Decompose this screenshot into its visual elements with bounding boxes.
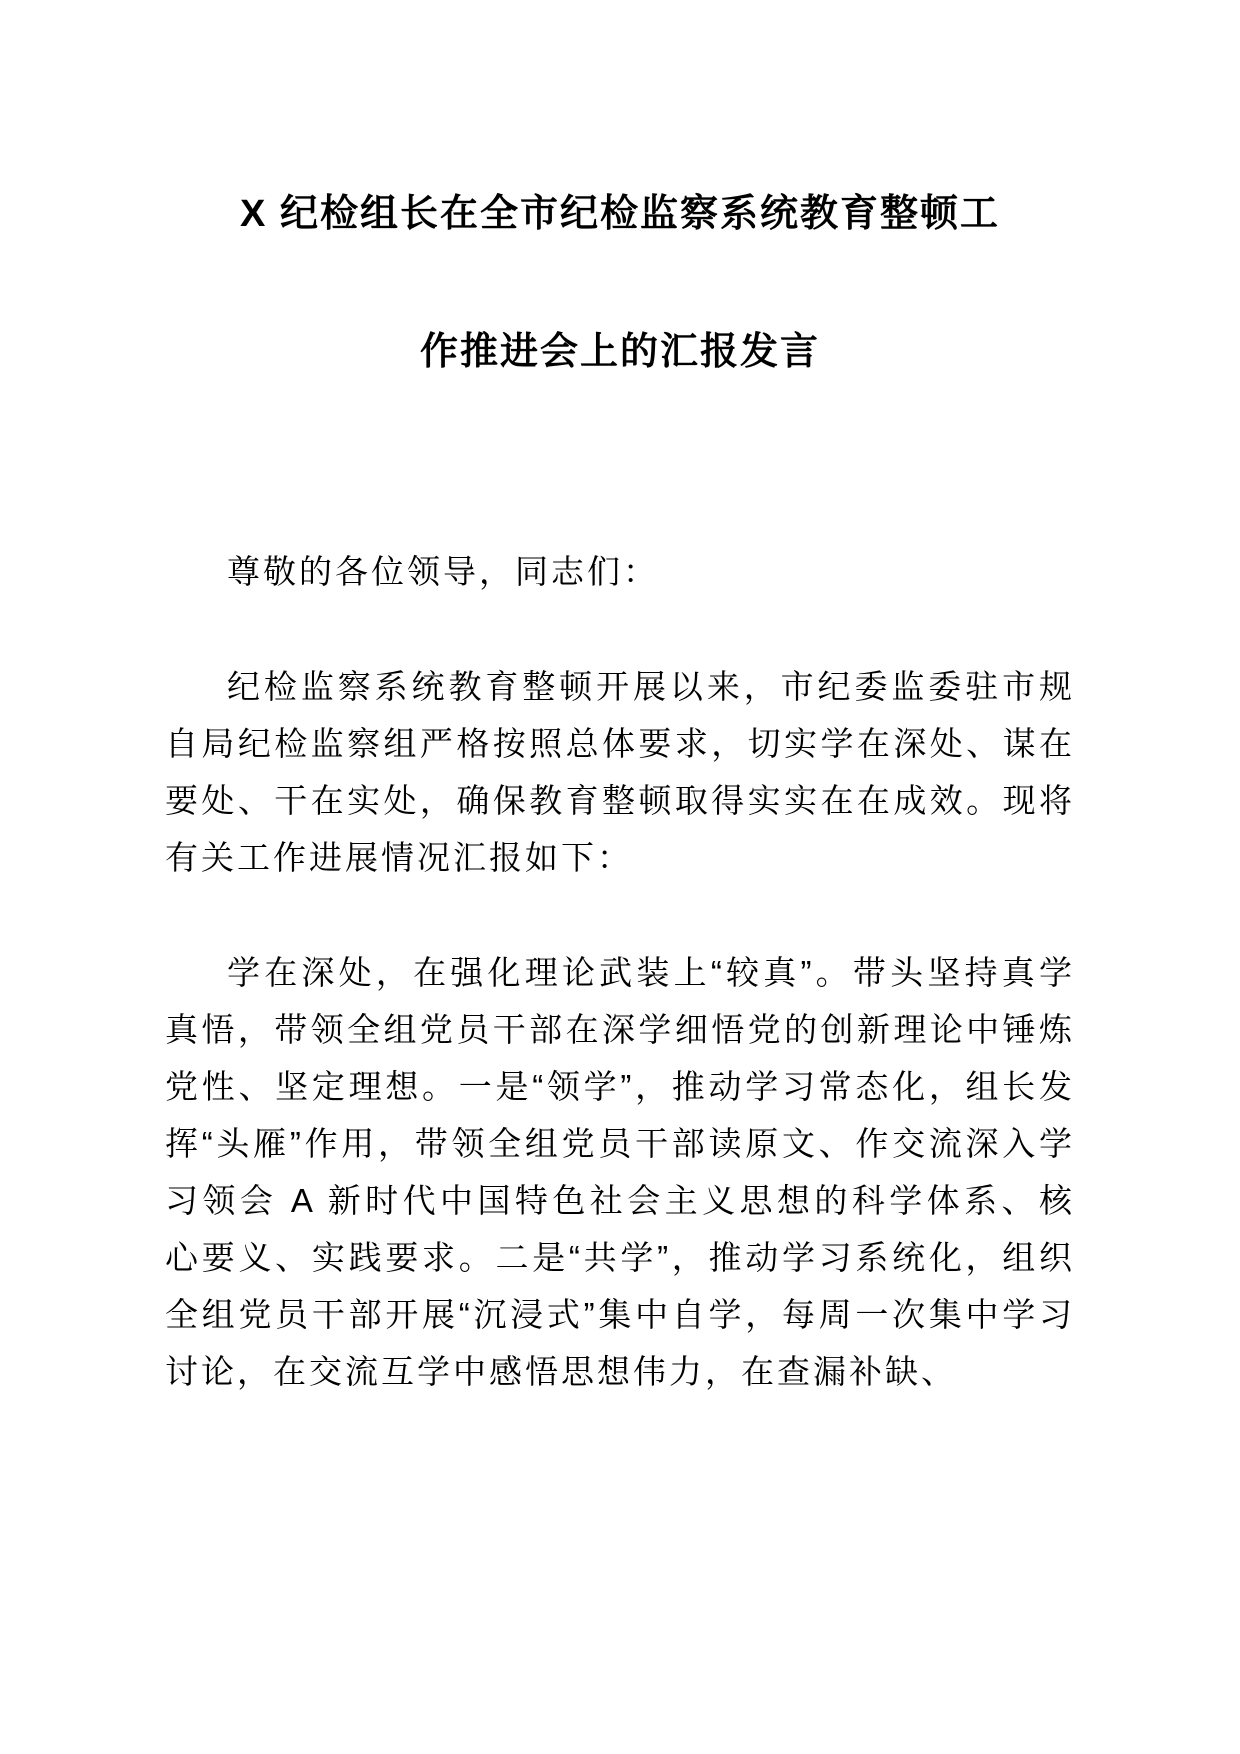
paragraph-greeting: 尊敬的各位领导，同志们： <box>227 553 659 590</box>
document-title-line-2: 作推进会上的汇报发言 <box>419 331 820 373</box>
document-title <box>165 145 1075 421</box>
paragraph-body-1: 学在深处，在强化理论武装上“较真”。带头坚持真学真悟，带领全组党员干部在深学细悟党的创新理论中锤炼党性、坚定理想。一是“领学”，推动学习常态化，组长发挥“头雁”作用，带领全组党员干部读原文、作交流深入学习领会 A 新时代中国特色社会主义思想的科学体系、核心要义、实践要求。二是“共学”，推动学习系统化，组织全组党员干部开展“沉浸式”集中自学，每周一次集中学习讨论，在交流互学中感悟思想伟力，在查漏补缺、 <box>165 954 1075 1390</box>
document-title-line-1: X 纪检组长在全市纪检监察系统教育整顿工 <box>240 193 1000 235</box>
paragraph-intro: 纪检监察系统教育整顿开展以来，市纪委监委驻市规自局纪检监察组严格按照总体要求，切实学在深处、谋在要处、干在实处，确保教育整顿取得实实在在成效。现将有关工作进展情况汇报如下： <box>165 668 1075 876</box>
